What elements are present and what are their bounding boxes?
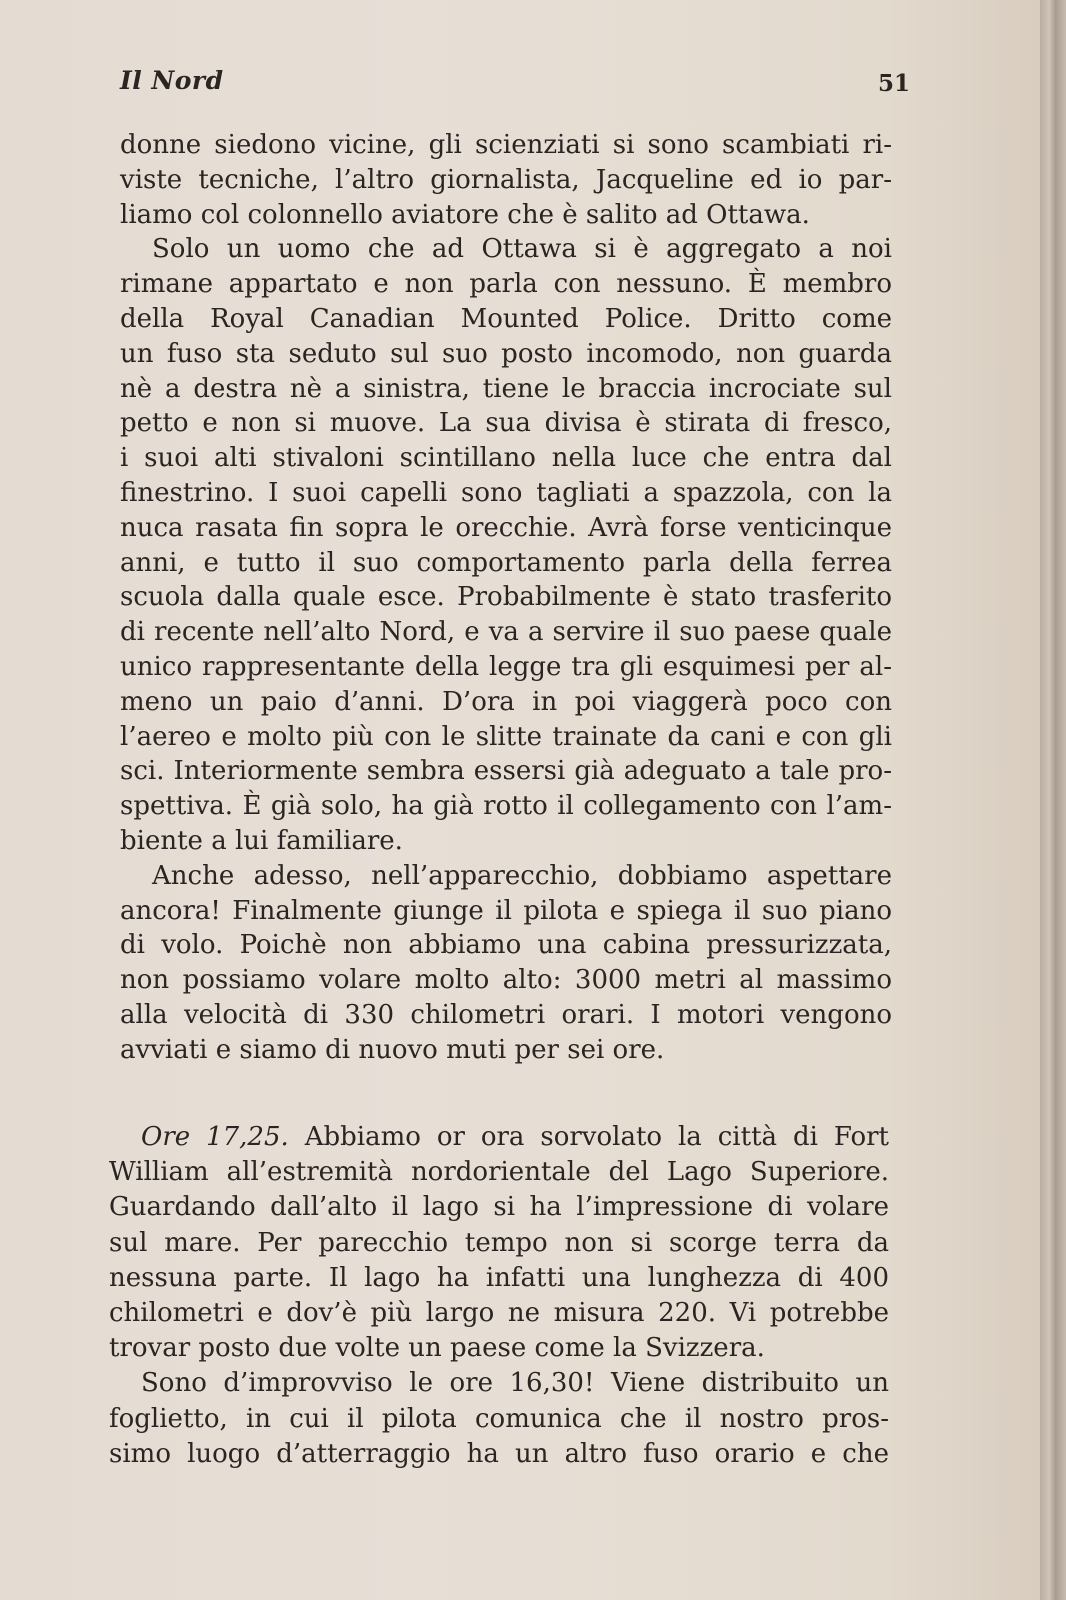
text-line: anni, e tutto il suo comportamento parla della ferrea [120,547,892,578]
timestamp-line [109,1120,889,1155]
text-line: simo luogo d’atterraggio ha un altro fuso orario e che [109,1438,889,1469]
text-line: finestrino. I suoi capelli sono tagliati a spazzola, con la [120,477,892,508]
timestamp-line-text: Abbiamo or ora sorvolato la città di Fort [288,1122,889,1152]
text-line: nè a destra nè a sinistra, tiene le braccia incrociate sul [120,373,892,404]
text-line: di recente nell’alto Nord, e va a servire il suo paese quale [120,617,892,648]
text-line: alla velocità di 330 chilometri orari. I motori vengono [120,999,892,1030]
text-line: della Royal Canadian Mounted Police. Dritto come [120,303,892,334]
text-line: nessuna parte. Il lago ha infatti una lunghezza di 400 [109,1262,889,1293]
text-line: sul mare. Per parecchio tempo non si scorge terra da [109,1227,889,1258]
text-line: chilometri e dov’è più largo ne misura 220. Vi potrebbe [109,1297,889,1328]
text-line: ancora! Finalmente giunge il pilota e spiega il suo piano [120,895,892,926]
text-line: viste tecniche, l’altro giornalista, Jacqueline ed io par- [120,164,892,195]
text-line: rimane appartato e non parla con nessuno. È membro [120,269,892,300]
timestamp: Ore 17,25. [141,1122,289,1152]
text-line: Solo un uomo che ad Ottawa si è aggregato a noi [152,234,892,265]
text-line: non possiamo volare molto alto: 3000 metri al massimo [120,965,892,996]
text-line: di volo. Poichè non abbiamo una cabina pressurizzata, [120,930,892,961]
text-line: foglietto, in cui il pilota comunica che il nostro pros- [109,1403,889,1434]
text-line: unico rappresentante della legge tra gli esquimesi per al- [120,651,892,682]
text-line: un fuso sta seduto sul suo posto incomodo, non guarda [120,338,892,369]
text-line: i suoi alti stivaloni scintillano nella luce che entra dal [120,443,892,474]
text-line: avviati e siamo di nuovo muti per sei ore. [120,1034,665,1065]
running-head [120,66,910,100]
text-line: Sono d’improvviso le ore 16,30! Viene distribuito un [141,1368,889,1399]
text-line: sci. Interiormente sembra essersi già adeguato a tale pro- [120,756,892,787]
text-line: meno un paio d’anni. D’ora in poi viaggerà poco con [120,686,892,717]
text-line: liamo col colonnello aviatore che è salito ad Ottawa. [120,199,810,230]
text-line: l’aereo e molto più con le slitte trainate da cani e con gli [120,721,892,752]
upper-text-block [120,128,892,1068]
text-line: spettiva. È già solo, ha già rotto il collegamento con l’am- [120,791,892,822]
page-number: 51 [877,70,910,97]
text-line: nuca rasata fin sopra le orecchie. Avrà forse venticinque [120,512,892,543]
page-edge [1040,0,1066,1600]
text-line: trovar posto due volte un paese come la Svizzera. [109,1333,765,1364]
text-line: Anche adesso, nell’apparecchio, dobbiamo aspettare [152,860,892,891]
text-line: biente a lui familiare. [120,825,403,856]
text-line: Guardando dall’alto il lago si ha l’impressione di volare [109,1192,889,1223]
text-line: William all’estremità nordorientale del Lago Superiore. [109,1157,889,1188]
text-line: scuola dalla quale esce. Probabilmente è stato trasferito [120,582,892,613]
text-line: donne siedono vicine, gli scienziati si sono scambiati ri- [120,130,892,160]
text-line: petto e non si muove. La sua divisa è stirata di fresco, [120,408,892,439]
section-title: Il Nord [120,66,224,95]
lower-text-block [109,1120,889,1472]
